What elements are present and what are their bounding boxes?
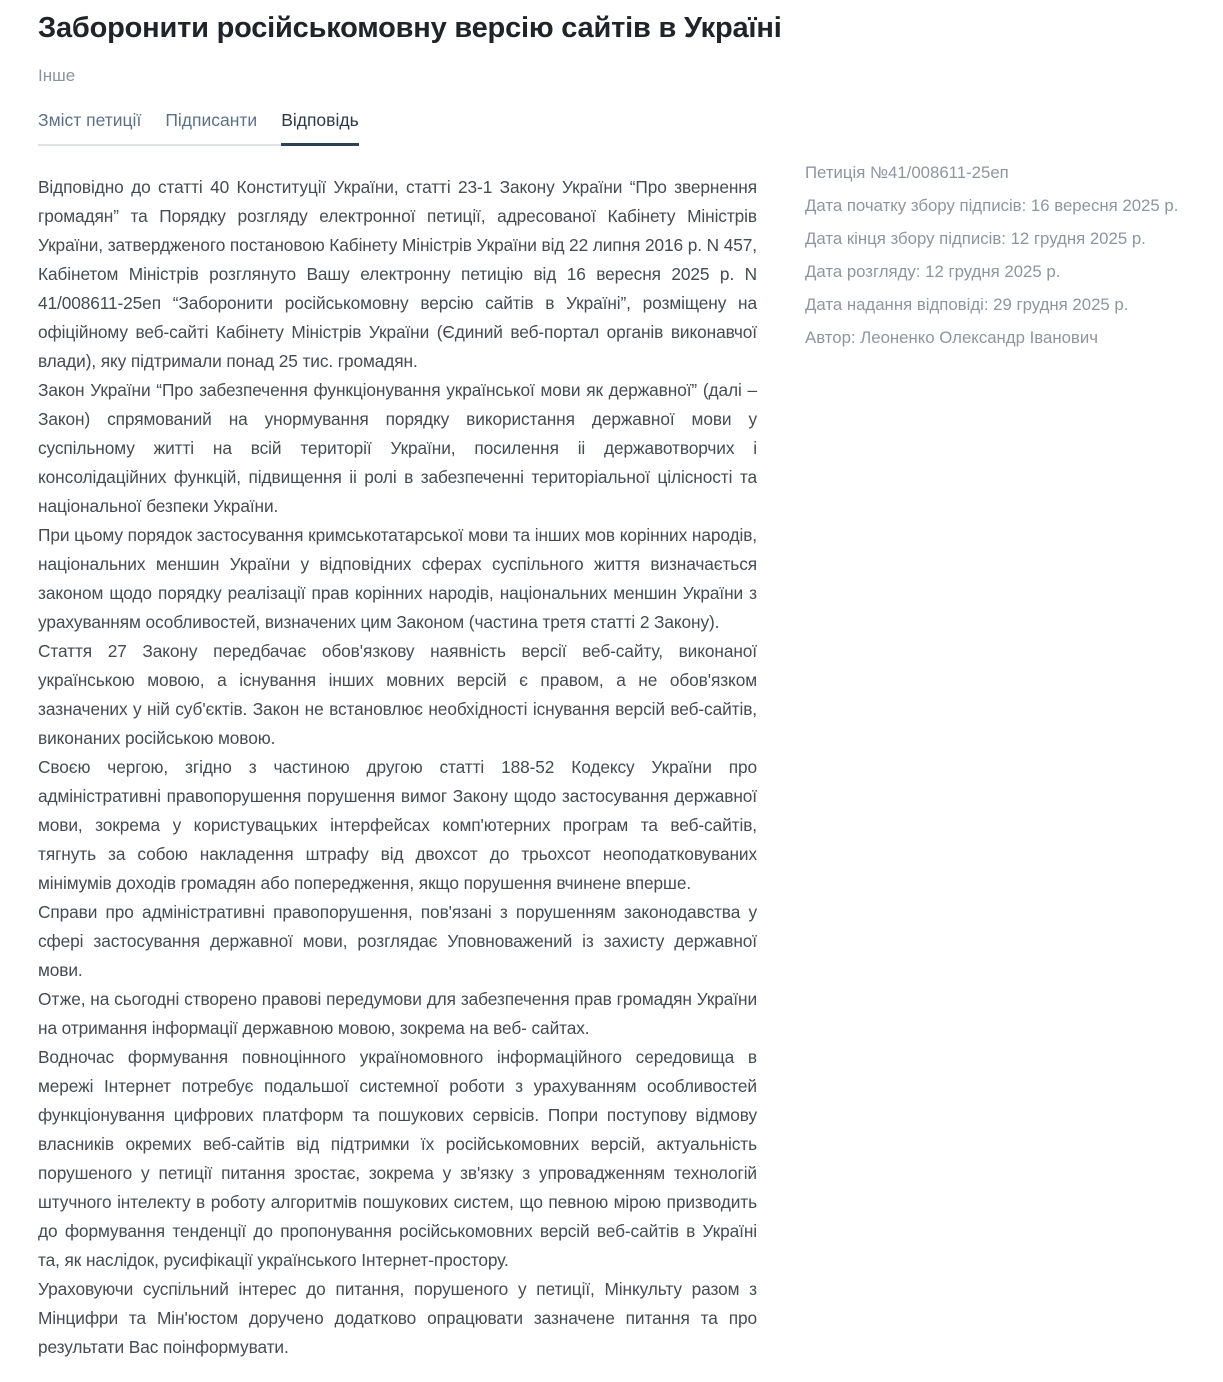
signatures-end-date: Дата кінця збору підписів: 12 грудня 2025 р. — [805, 229, 1146, 248]
response-paragraph: Своєю чергою, згідно з частиною другою статті 188-52 Кодексу України про адміністративні правопорушення порушення вимог Закону щодо застосування державної мови, зокрема у користувацьких інтерфейсах комп'ютерних програм та веб-сайтів, тягнуть за собою накладення штрафу від двохсот до трьохсот неоподатковуваних мінімумів доходів громадян або попередження, якщо порушення вчинене вперше. — [38, 757, 757, 893]
response-paragraph: Закон України “Про забезпечення функціонування української мови як державної” (далі – Закон) спрямований на унормування порядку використання державної мови у суспільному житті на всій території України, посилення іі державотворчих і консолідаційних функцій, підвищення іі ролі в забезпеченні територіальної цілісності та національної безпеки України. — [38, 380, 757, 516]
response-date: Дата надання відповіді: 29 грудня 2025 р. — [805, 295, 1129, 314]
signatures-start-date: Дата початку збору підписів: 16 вересня 2025 р. — [805, 196, 1179, 215]
response-paragraph: Водночас формування повноцінного україномовного інформаційного середовища в мережі Інтернет потребує подальшої системної роботи з урахуванням особливостей функціонування цифрових платформ та пошукових сервісів. Попри поступову відмову власників окремих веб-сайтів від підтримки їх російськомовних версій, актуальність порушеного у петиції питання зростає, зокрема у зв'язку з упровадженням технологій штучного інтелекту в роботу алгоритмів пошукових систем, що певною мірою призводить до формування тенденції до пропонування російськомовних версій веб-сайтів в Україні та, як наслідок, русифікації українського Інтернет-простору. — [38, 1047, 757, 1270]
petition-number: Петиція №41/008611-25еп — [805, 163, 1009, 182]
main-column — [38, 110, 757, 1362]
page-title: Заборонити російськомовну версію сайтів в Україні — [38, 12, 782, 44]
petition-author: Автор: Леоненко Олександр Іванович — [805, 328, 1098, 347]
response-paragraph: Відповідно до статті 40 Конституції України, статті 23-1 Закону України “Про звернення громадян” та Порядку розгляду електронної петиції, адресованої Кабінету Міністрів України, затвердженого постановою Кабінету Міністрів України від 22 липня 2016 р. N 457, Кабінетом Міністрів розглянуто Вашу електронну петицію від 16 вересня 2025 р. N 41/008611-25еп “Заборонити російськомовну версію сайтів в Україні”, розміщену на офіційному веб-сайті Кабінету Міністрів України (Єдиний веб-портал органів виконавчої влади), яку підтримали понад 25 тис. громадян. — [38, 177, 757, 371]
response-paragraph: Стаття 27 Закону передбачає обов'язкову наявність версії веб-сайту, виконаної українською мовою, а існування інших мовних версій є правом, а не обов'язком зазначених у ній суб'єктів. Закон не встановлює необхідності існування версій веб-сайтів, виконаних російською мовою. — [38, 641, 757, 748]
response-paragraph: Отже, на сьогодні створено правові передумови для забезпечення прав громадян України на отримання інформації державною мовою, зокрема на веб- сайтах. — [38, 989, 757, 1038]
response-paragraph: Ураховуючи суспільний інтерес до питання, порушеного у петиції, Мінкульту разом з Мінцифри та Мін'юстом доручено додатково опрацювати зазначене питання та про результати Вас поінформувати. — [38, 1279, 757, 1357]
content-layout — [38, 110, 1205, 1362]
petition-category: Інше — [38, 66, 76, 85]
review-date: Дата розгляду: 12 грудня 2025 р. — [805, 262, 1061, 281]
petition-tabs — [38, 110, 359, 146]
response-paragraph: Справи про адміністративні правопорушення, пов'язані з порушенням законодавства у сфері застосування державної мови, розглядає Уповноважений із захисту державної мови. — [38, 902, 757, 980]
response-paragraph: При цьому порядок застосування кримськотатарської мови та інших мов корінних народів, національних меншин України у відповідних сферах суспільного життя визначається законом щодо порядку реалізації прав корінних народів, національних меншин України з урахуванням особливостей, визначених цим Законом (частина третя статті 2 Закону). — [38, 525, 757, 632]
tab-signatories[interactable]: Підписанти — [165, 110, 258, 130]
response-article — [38, 173, 757, 1362]
tab-response[interactable]: Відповідь — [281, 110, 359, 144]
petition-meta-sidebar — [805, 110, 1205, 354]
tab-petition-content[interactable]: Зміст петиції — [38, 110, 142, 130]
